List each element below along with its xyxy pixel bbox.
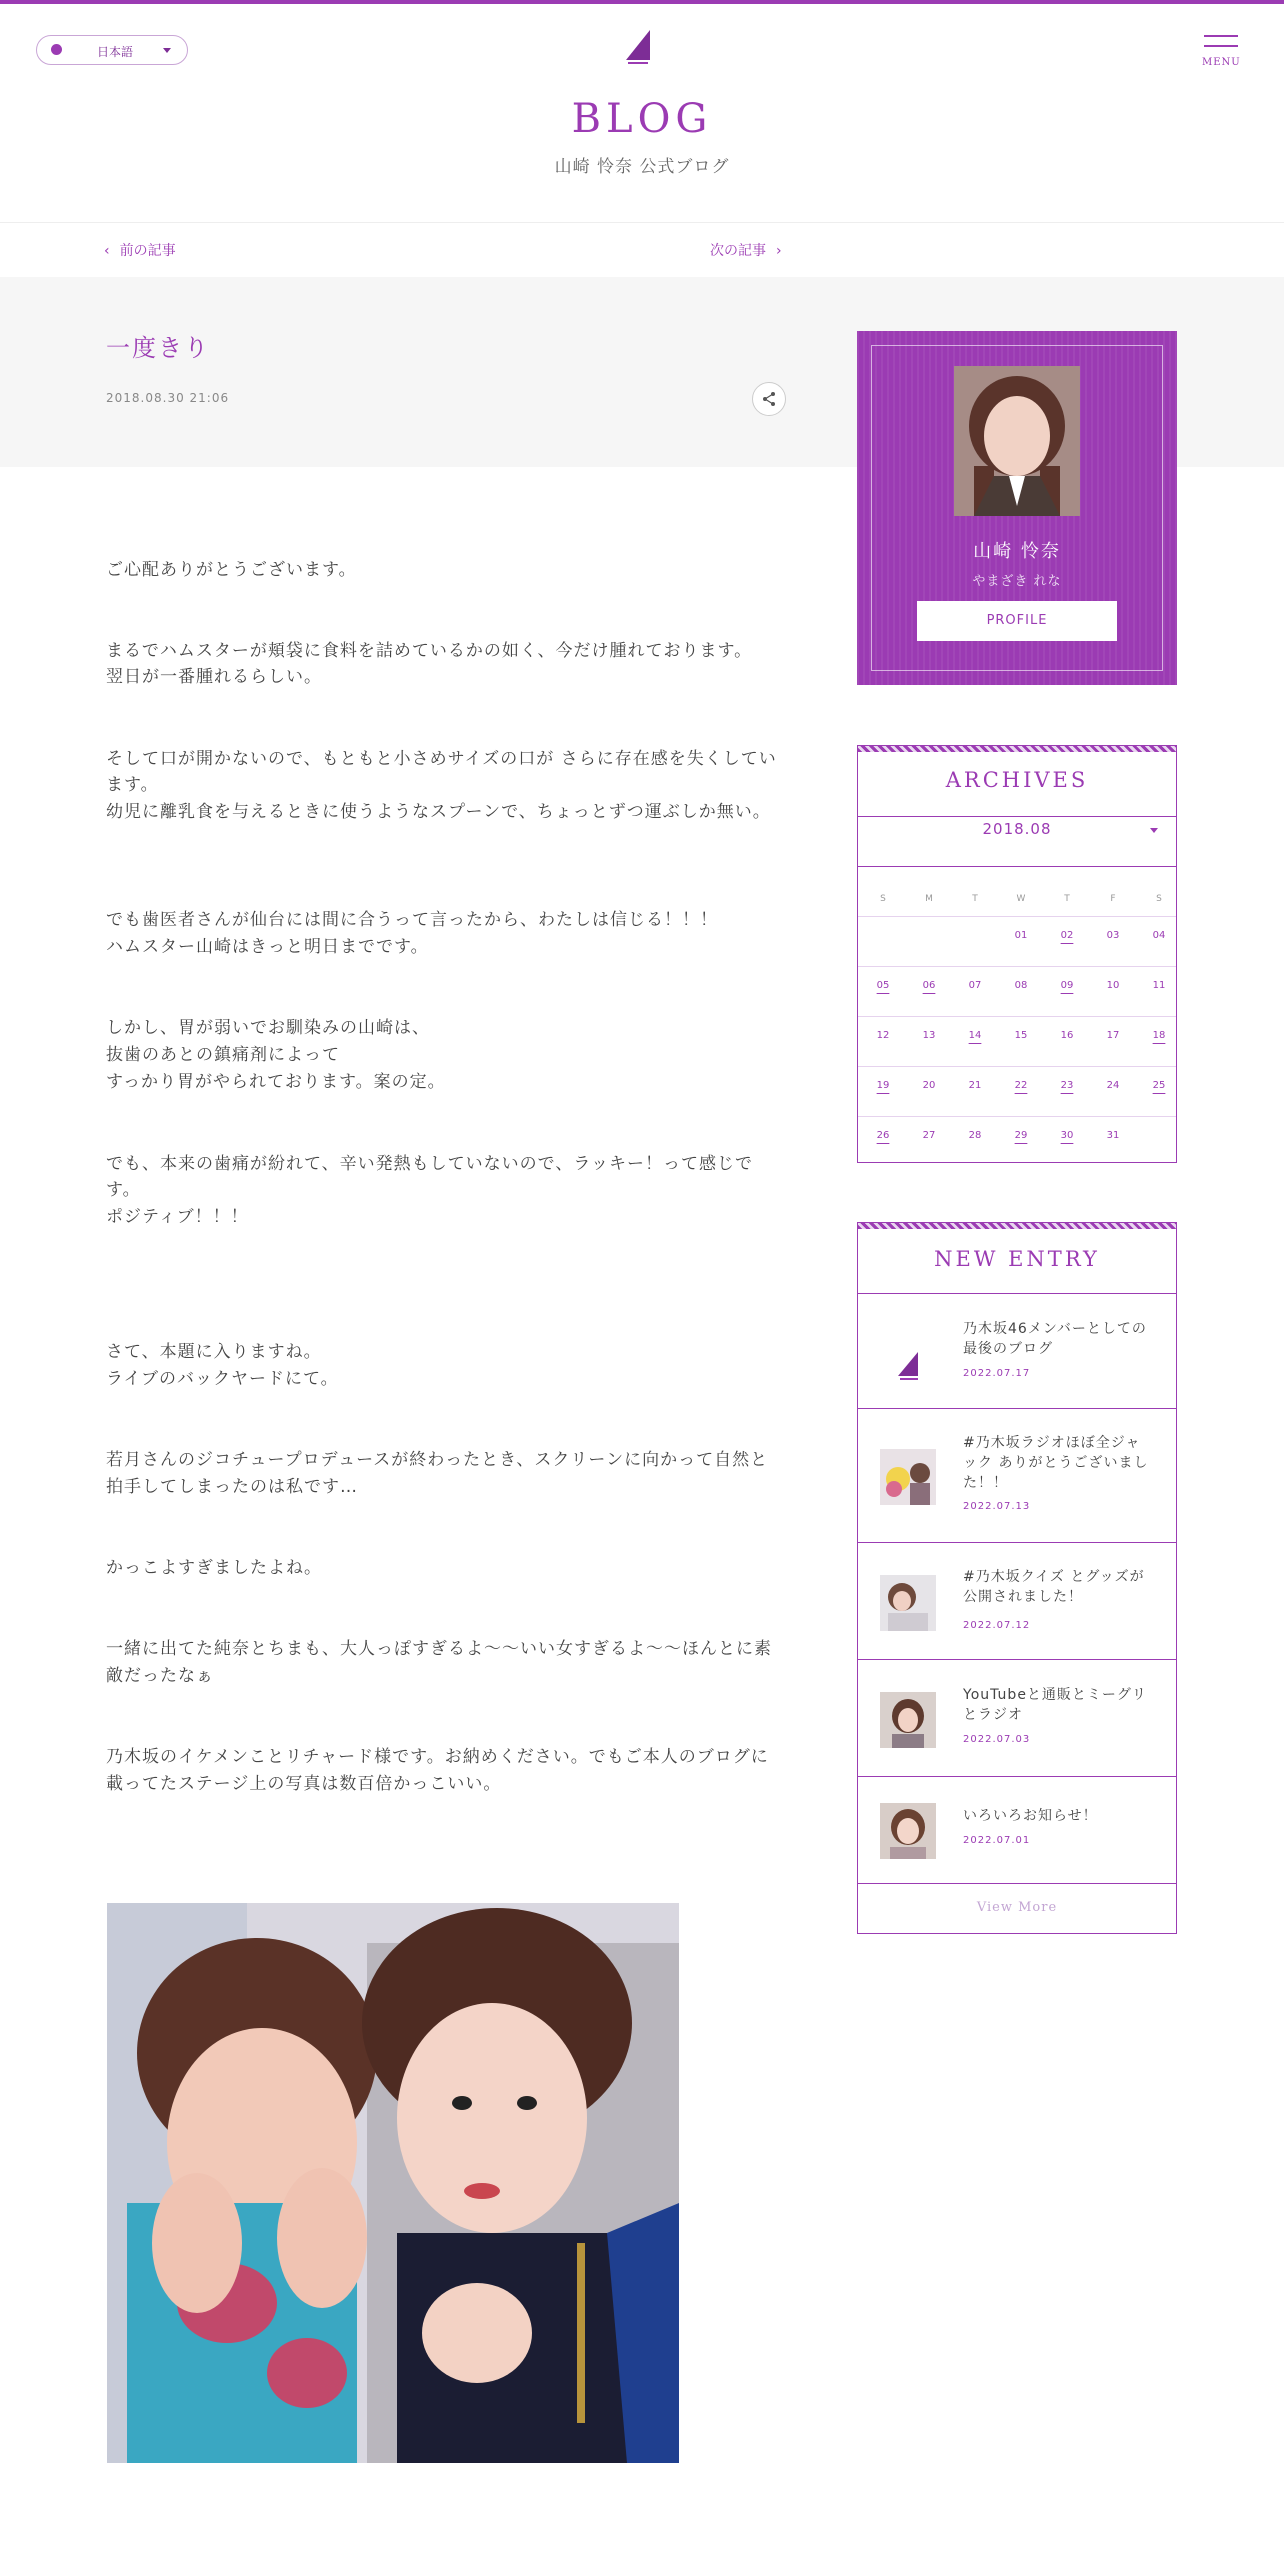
post-text: でも歯医者さんが仙台には間に合うって言ったから、わたしは信じる！！！	[106, 910, 718, 930]
prev-article-link[interactable]	[104, 240, 176, 260]
archives-title: ARCHIVES	[945, 768, 1089, 792]
post-date: 2018.08.30 21:06	[106, 391, 230, 405]
calendar-day[interactable]: 02	[1060, 930, 1074, 941]
calendar-day: 27	[922, 1130, 936, 1141]
calendar-day[interactable]: 19	[876, 1080, 890, 1091]
divider	[858, 866, 1176, 867]
calendar-day: 07	[968, 980, 982, 991]
calendar-day[interactable]: 25	[1152, 1080, 1166, 1091]
menu-label: MENU	[1202, 57, 1241, 68]
calendar-day: 03	[1106, 930, 1120, 941]
share-icon	[753, 383, 785, 415]
calendar-day: 16	[1060, 1030, 1074, 1041]
calendar-day: 28	[968, 1130, 982, 1141]
divider	[858, 1408, 1176, 1409]
next-article-link[interactable]	[710, 240, 782, 260]
calendar-row-divider	[858, 1116, 1176, 1117]
post-text: でも、本来の歯痛が紛れて、辛い発熱もしていないので、ラッキー！って感じで	[106, 1154, 753, 1174]
post-text: 拍手してしまったのは私です…	[106, 1477, 358, 1497]
post-text: 一緒に出てた純奈とちまも、大人っぽすぎるよ〜〜いい女すぎるよ〜〜ほんとに素	[106, 1639, 772, 1659]
post-text: しかし、胃が弱いでお馴染みの山崎は、	[106, 1018, 430, 1038]
language-selector[interactable]	[36, 35, 188, 65]
calendar-day: 31	[1106, 1130, 1120, 1141]
calendar-day[interactable]: 14	[968, 1030, 982, 1041]
post-text: 乃木坂のイケメンことリチャード様です。お納めください。でもご本人のブログに	[106, 1747, 769, 1767]
menu-icon	[1204, 35, 1238, 37]
entry-thumbnail	[880, 1449, 936, 1505]
avatar	[954, 366, 1080, 516]
divider	[0, 222, 1284, 223]
weekday-label: S	[880, 894, 886, 904]
menu-icon-bar	[1204, 45, 1238, 47]
calendar-day[interactable]: 26	[876, 1130, 890, 1141]
entry-thumbnail	[880, 1336, 936, 1392]
calendar-row-divider	[858, 916, 1176, 917]
archives-panel	[857, 745, 1177, 1163]
decorative-border	[858, 746, 1176, 752]
post-title: 一度きり	[106, 334, 210, 362]
top-accent-bar	[0, 0, 1284, 4]
entry-date: 2022.07.03	[963, 1734, 1031, 1745]
post-text: 幼児に離乳食を与えるときに使うようなスプーンで、ちょっとずつ運ぶしか無い。	[106, 802, 771, 822]
calendar-day: 04	[1152, 930, 1166, 941]
entry-date: 2022.07.12	[963, 1620, 1031, 1631]
entry-date: 2022.07.13	[963, 1501, 1031, 1512]
entry-thumbnail	[880, 1803, 936, 1859]
chevron-down-icon	[1150, 828, 1158, 833]
post-text: 若月さんのジコチュープロデュースが終わったとき、スクリーンに向かって自然と	[106, 1450, 769, 1470]
weekday-label: W	[1016, 894, 1026, 904]
weekday-label: T	[1064, 894, 1070, 904]
calendar-day[interactable]: 29	[1014, 1130, 1028, 1141]
divider	[858, 1542, 1176, 1543]
calendar-day: 01	[1014, 930, 1028, 941]
post-text: ご心配ありがとうございます。	[106, 560, 357, 580]
divider	[858, 1293, 1176, 1294]
new-entry-title: NEW ENTRY	[934, 1247, 1100, 1271]
post-text: さて、本題に入りますね。	[106, 1342, 322, 1362]
calendar-row-divider	[858, 1016, 1176, 1017]
site-logo[interactable]	[622, 28, 654, 68]
calendar-day: 17	[1106, 1030, 1120, 1041]
post-text: まるでハムスターが頬袋に食料を詰めているかの如く、今だけ腫れております。	[106, 641, 753, 661]
calendar-day: 20	[922, 1080, 936, 1091]
weekday-label: T	[972, 894, 978, 904]
entry-thumbnail	[880, 1575, 936, 1631]
profile-name: 山崎 怜奈	[973, 541, 1061, 562]
entry-title: 乃木坂46メンバーとしての最後のブログ	[963, 1321, 1147, 1357]
divider	[858, 1776, 1176, 1777]
language-label: 日本語	[97, 45, 134, 59]
chevron-left-icon: ‹	[104, 243, 110, 259]
post-text: そして口が開かないので、もともと小さめサイズの口が さらに存在感を失くしてい	[106, 749, 777, 769]
post-text: す。	[106, 1180, 141, 1200]
calendar-day[interactable]: 06	[922, 980, 936, 991]
chevron-right-icon: ›	[776, 243, 782, 259]
calendar-day[interactable]: 18	[1152, 1030, 1166, 1041]
calendar-day: 24	[1106, 1080, 1120, 1091]
entry-title: YouTubeと通販とミーグリとラジオ	[963, 1687, 1147, 1723]
entry-thumbnail	[880, 1692, 936, 1748]
calendar-row-divider	[858, 1066, 1176, 1067]
calendar-day[interactable]: 05	[876, 980, 890, 991]
weekday-label: M	[925, 894, 933, 904]
divider	[858, 816, 1176, 817]
calendar-day: 08	[1014, 980, 1028, 991]
post-text: 翌日が一番腫れるらしい。	[106, 667, 322, 687]
calendar-day: 11	[1152, 980, 1166, 991]
divider	[858, 1883, 1176, 1884]
profile-card	[857, 331, 1177, 685]
chevron-down-icon	[163, 48, 171, 53]
page-subtitle: 山崎 怜奈 公式ブログ	[554, 157, 730, 177]
calendar-day: 13	[922, 1030, 936, 1041]
post-text: すっかり胃がやられております。案の定。	[106, 1072, 446, 1092]
post-text: ます。	[106, 775, 159, 795]
post-text: 抜歯のあとの鎮痛剤によって	[106, 1045, 340, 1065]
calendar-day: 12	[876, 1030, 890, 1041]
entry-date: 2022.07.01	[963, 1835, 1031, 1846]
share-button[interactable]	[752, 382, 786, 416]
entry-title: #乃木坂ラジオほぼ全ジャック ありがとうございました！！	[963, 1435, 1149, 1491]
entry-title: #乃木坂クイズ とグッズが公開されました！	[963, 1569, 1145, 1605]
post-text: ライブのバックヤードにて。	[106, 1369, 339, 1389]
post-text: 載ってたステージ上の写真は数百倍かっこいい。	[106, 1774, 502, 1794]
entry-date: 2022.07.17	[963, 1368, 1031, 1379]
calendar-day[interactable]: 23	[1060, 1080, 1074, 1091]
globe-icon	[51, 44, 62, 55]
entry-title: いろいろお知らせ！	[963, 1808, 1098, 1824]
new-entry-panel	[857, 1222, 1177, 1934]
post-photo	[107, 1903, 679, 2463]
post-text: 敵だったなぁ	[106, 1666, 214, 1686]
calendar-day: 10	[1106, 980, 1120, 991]
post-text: ハムスター山崎はきっと明日までです。	[106, 937, 429, 957]
weekday-label: S	[1156, 894, 1162, 904]
calendar-day[interactable]: 22	[1014, 1080, 1028, 1091]
profile-kana: やまざき れな	[972, 574, 1062, 589]
post-text: かっこよすぎましたよね。	[106, 1558, 322, 1578]
decorative-border	[858, 1223, 1176, 1229]
menu-button[interactable]	[1202, 32, 1242, 72]
prev-article-label: 前の記事	[119, 243, 176, 259]
profile-button[interactable]: PROFILE	[917, 601, 1117, 641]
weekday-label: F	[1110, 894, 1116, 904]
archive-month-select[interactable]: 2018.08	[982, 820, 1052, 838]
calendar-day: 21	[968, 1080, 982, 1091]
view-more-link[interactable]: View More	[976, 1900, 1058, 1915]
calendar-day[interactable]: 09	[1060, 980, 1074, 991]
page-title: BLOG	[571, 96, 713, 142]
calendar-row-divider	[858, 966, 1176, 967]
post-text: ポジティブ！！！	[106, 1207, 249, 1227]
next-article-label: 次の記事	[710, 243, 766, 259]
calendar-day: 15	[1014, 1030, 1028, 1041]
calendar-day[interactable]: 30	[1060, 1130, 1074, 1141]
divider	[858, 1659, 1176, 1660]
